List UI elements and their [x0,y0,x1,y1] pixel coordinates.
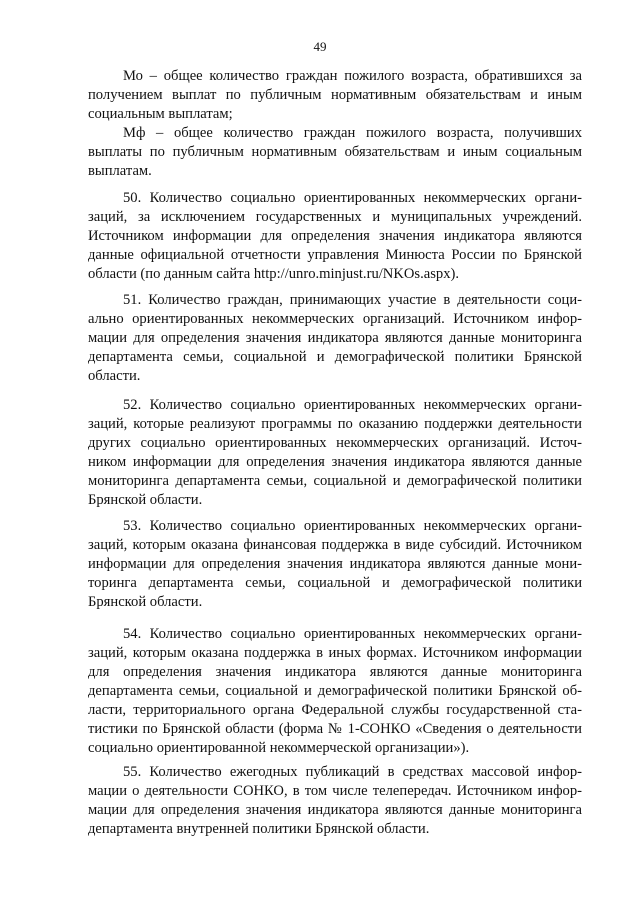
text-line: заций, которым оказана финансовая поддержка в виде субсидий. Источником [88,537,582,553]
text-line: Мо – общее количество граждан пожилого возраста, обратившихся за [123,68,582,84]
text-line: департамента семьи, социальной и демографической политики Брянской об- [88,683,582,699]
text-line: 51. Количество граждан, принимающих участие в деятельности соци- [123,292,582,308]
text-line: 54. Количество социально ориентированных некоммерческих органи- [123,626,582,642]
text-line: получением выплат по публичным нормативным обязательствам и иным [88,87,582,103]
text-line: мации для определения значения индикатора являются данные мониторинга [88,802,582,818]
text-line: социально ориентированной некоммерческой организации»). [88,740,470,756]
text-line: департамента внутренней политики Брянской области. [88,821,430,837]
text-line: данные официальной отчетности управления Минюста России по Брянской [88,247,582,263]
text-line: ласти, территориального органа Федеральной службы государственной ста- [88,702,582,718]
text-line: для определения значения индикатора являются данные мониторинга [88,664,582,680]
text-line: Источником информации для определения значения индикатора являются [88,228,582,244]
text-line: выплаты по публичным нормативным обязательствам и иным социальным [88,144,582,160]
text-line: социальным выплатам; [88,106,233,122]
text-line: тистики по Брянской области (форма № 1-СОНКО «Сведения о деятельности [88,721,582,737]
text-line: торинга департамента семьи, социальной и демографической политики [88,575,582,591]
text-line: мониторинга департамента семьи, социальной и демографической политики [88,473,582,489]
text-line: ально ориентированных некоммерческих организаций. Источником инфор- [88,311,582,327]
text-line: мации о деятельности СОНКО, в том числе телепередач. Источником инфор- [88,783,582,799]
text-line: Брянской области. [88,492,203,508]
text-line: 55. Количество ежегодных публикаций в средствах массовой инфор- [123,764,582,780]
text-line: 53. Количество социально ориентированных некоммерческих органи- [123,518,582,534]
text-line: заций, которым оказана поддержка в иных формах. Источником информации [88,645,582,661]
text-line: департамента семьи, социальной и демографической политики Брянской [88,349,582,365]
text-line: области (по данным сайта http://unro.minjust.ru/NKOs.aspx). [88,266,460,282]
text-line: области. [88,368,141,384]
text-line: Брянской области. [88,594,203,610]
text-line: заций, которые реализуют программы по оказанию поддержки деятельности [88,416,582,432]
text-line: 52. Количество социально ориентированных некоммерческих органи- [123,397,582,413]
text-line: других социально ориентированных некоммерческих организаций. Источ- [88,435,582,451]
text-line: мации для определения значения индикатора являются данные мониторинга [88,330,582,346]
text-line: 50. Количество социально ориентированных некоммерческих органи- [123,190,582,206]
text-line: ником информации для определения значения индикатора являются данные [88,454,582,470]
text-line: Мф – общее количество граждан пожилого возраста, получивших [123,125,582,141]
text-line: информации для определения значения индикатора являются данные мони- [88,556,582,572]
text-line: выплатам. [88,163,152,179]
page-number: 49 [313,39,327,54]
text-line: заций, за исключением государственных и муниципальных учреждений. [88,209,582,225]
